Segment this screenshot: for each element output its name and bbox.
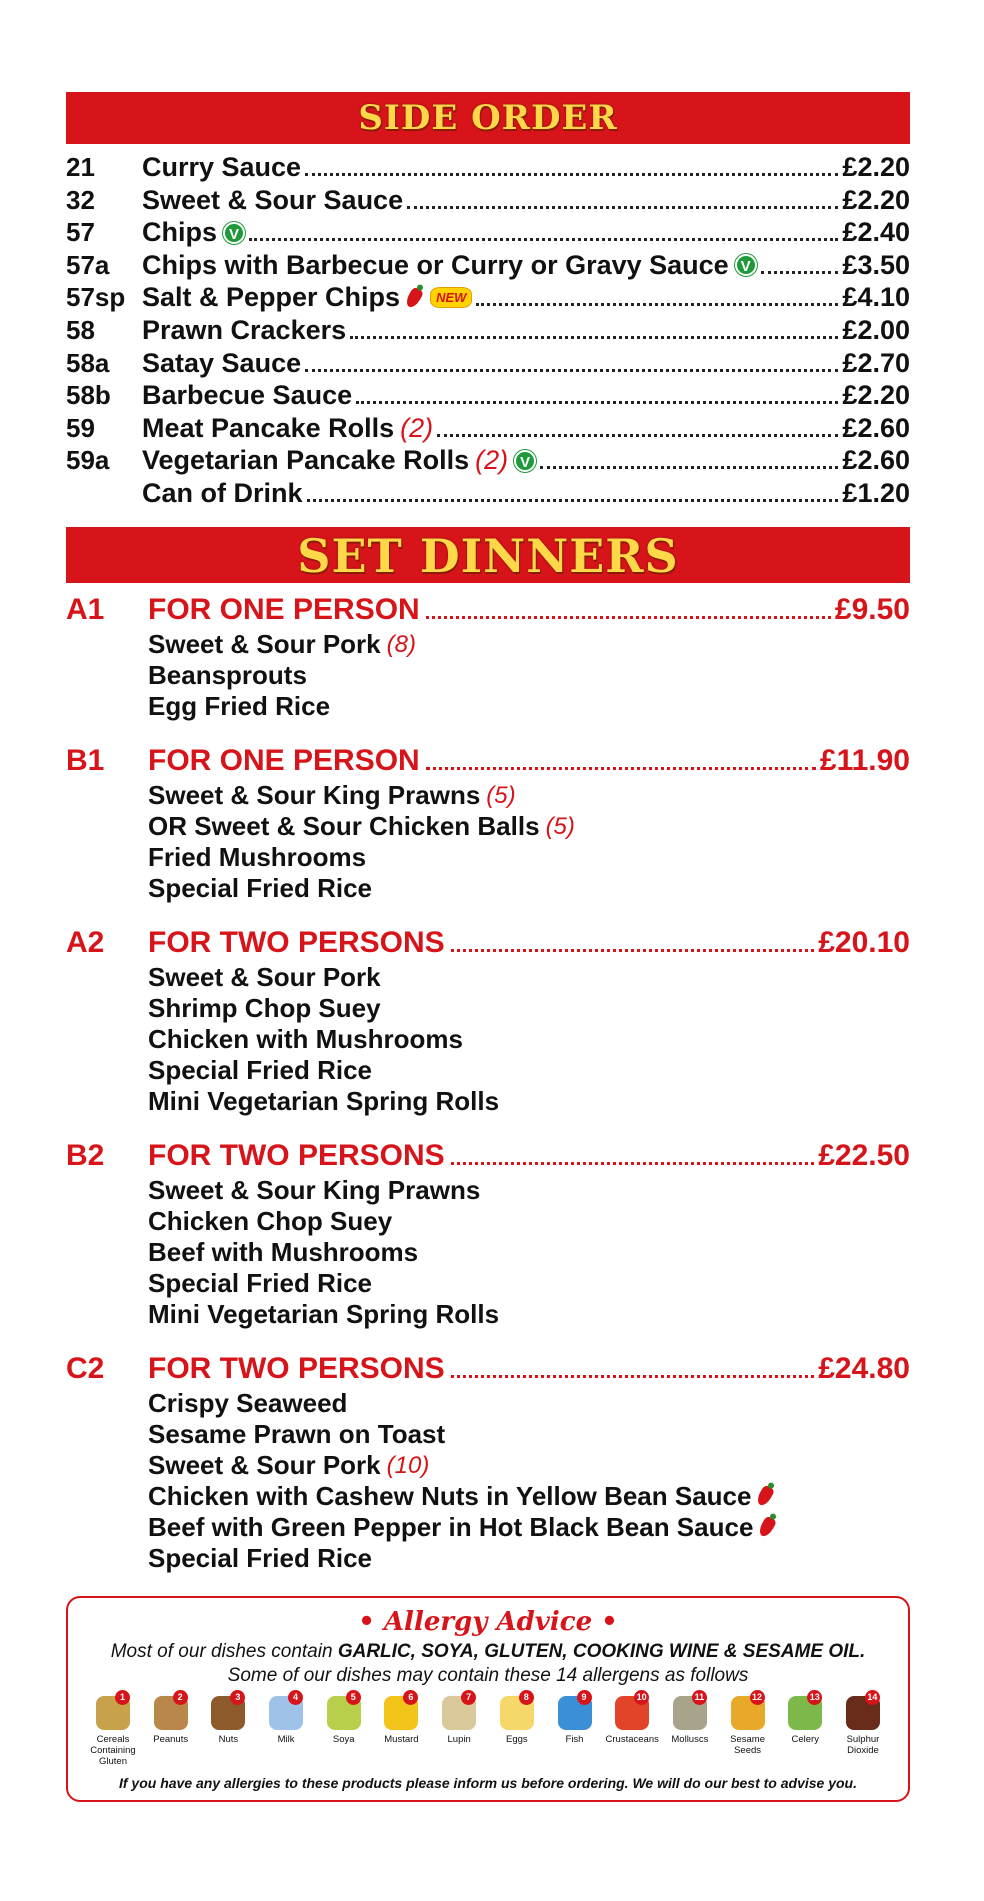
item-number: 32 <box>66 184 95 215</box>
dot-leader <box>350 336 838 339</box>
mustard-icon <box>384 1691 418 1730</box>
allergy-advice-box <box>66 1596 910 1802</box>
item-name: Prawn Crackers <box>142 314 347 345</box>
set-code: A2 <box>66 925 105 959</box>
set-item <box>148 1175 910 1206</box>
allergen-sulphur <box>836 1691 890 1767</box>
allergen-fish <box>548 1691 602 1767</box>
set-price: £20.10 <box>818 925 910 959</box>
allergen-name: Nuts <box>218 1733 239 1745</box>
allergen-number: 3 <box>230 1690 245 1705</box>
set-item-list <box>66 962 910 1117</box>
set-item-list <box>66 780 910 904</box>
set-code: A1 <box>66 592 105 626</box>
item-name: Satay Sauce <box>142 347 302 378</box>
set-item <box>148 1419 910 1450</box>
allergen-number: 6 <box>403 1690 418 1705</box>
set-price: £22.50 <box>818 1138 910 1172</box>
item-number: 58 <box>66 314 95 345</box>
set-code: B2 <box>66 1138 105 1172</box>
side-order-item <box>66 185 910 218</box>
allergen-number: 1 <box>115 1690 130 1705</box>
fish-icon <box>558 1691 592 1730</box>
item-price: £2.20 <box>842 152 910 182</box>
set-item-name: Beef with Green Pepper in Hot Black Bean Sauce <box>148 1511 754 1542</box>
set-item <box>148 1388 910 1419</box>
set-dinners-heading: SET DINNERS <box>66 527 910 583</box>
side-order-item <box>66 348 910 381</box>
allergen-number: 7 <box>461 1690 476 1705</box>
allergen-number: 14 <box>865 1690 880 1705</box>
allergen-lupin <box>432 1691 486 1767</box>
set-title: FOR TWO PERSONS <box>148 1351 445 1385</box>
allergen-number: 5 <box>346 1690 361 1705</box>
item-number: 57 <box>66 217 95 248</box>
set-item <box>148 1237 910 1268</box>
allergen-label <box>317 1734 371 1745</box>
allergen-name: Cereals <box>96 1733 130 1745</box>
set-dinner-a2 <box>66 926 910 1117</box>
set-code: C2 <box>66 1351 105 1385</box>
set-item-name: Chicken with Cashew Nuts in Yellow Bean Sauce <box>148 1480 752 1511</box>
allergen-label <box>374 1734 428 1745</box>
side-order-item <box>66 282 910 315</box>
celery-icon <box>788 1691 822 1730</box>
allergy-footer: If you have any allergies to these products please inform us before ordering. We will do our best to advise you. <box>118 1774 857 1791</box>
set-item <box>148 873 910 904</box>
allergen-subtext: Seeds <box>734 1744 762 1756</box>
set-item <box>148 1450 910 1481</box>
set-item-quantity: (5) <box>545 812 575 840</box>
set-item-quantity: (5) <box>486 781 516 809</box>
set-header <box>66 1139 910 1175</box>
set-title: FOR TWO PERSONS <box>148 925 445 959</box>
allergen-name: Eggs <box>505 1733 528 1745</box>
set-price: £11.90 <box>819 743 910 777</box>
item-price: £2.00 <box>842 314 910 345</box>
item-name: Vegetarian Pancake Rolls <box>142 445 470 476</box>
allergen-label <box>432 1734 486 1745</box>
set-price: £24.80 <box>818 1351 910 1385</box>
set-item <box>148 660 910 691</box>
allergen-label <box>548 1734 602 1745</box>
allergen-name: Sesame <box>730 1733 765 1745</box>
allergen-name: Mustard <box>384 1733 419 1745</box>
allergy-contains-prefix: Most of our dishes contain <box>110 1640 338 1662</box>
crustaceans-icon <box>615 1691 649 1730</box>
allergen-label <box>836 1734 890 1756</box>
set-item <box>148 842 910 873</box>
allergen-name: Molluscs <box>671 1733 709 1745</box>
soya-icon <box>327 1691 361 1730</box>
vegetarian-icon: V <box>223 222 245 244</box>
set-item-name: Sweet & Sour King Prawns <box>148 1174 481 1205</box>
item-name-group <box>142 217 245 248</box>
item-name: Sweet & Sour Sauce <box>142 184 404 215</box>
chili-icon <box>404 286 424 309</box>
allergen-subtext: Containing Gluten <box>90 1744 136 1767</box>
allergen-label <box>605 1734 659 1745</box>
item-quantity: (2) <box>400 412 434 443</box>
set-item-name: Sweet & Sour Pork <box>148 628 381 659</box>
set-item-name: Mini Vegetarian Spring Rolls <box>148 1298 500 1329</box>
allergen-number: 12 <box>750 1690 765 1705</box>
item-number: 57a <box>66 249 110 280</box>
allergen-name: Fish <box>565 1733 584 1745</box>
allergen-number: 2 <box>173 1690 188 1705</box>
set-dinners-list <box>66 593 910 1574</box>
dot-leader <box>305 173 838 176</box>
allergen-label <box>490 1734 544 1745</box>
item-quantity: (2) <box>475 445 509 476</box>
set-item-name: Fried Mushrooms <box>148 841 367 872</box>
set-item <box>148 629 910 660</box>
set-header <box>66 593 910 629</box>
allergen-label <box>259 1734 313 1745</box>
item-number: 59a <box>66 445 110 476</box>
item-name-group <box>142 380 352 411</box>
sesame-icon <box>731 1691 765 1730</box>
allergen-number: 10 <box>634 1690 649 1705</box>
set-item <box>148 1024 910 1055</box>
allergen-crustaceans <box>605 1691 659 1767</box>
peanuts-icon <box>154 1691 188 1730</box>
set-item-name: Special Fried Rice <box>148 872 372 903</box>
milk-icon <box>269 1691 303 1730</box>
cereals-icon <box>96 1691 130 1730</box>
set-item <box>148 1543 910 1574</box>
item-name-group <box>142 152 301 183</box>
allergen-nuts <box>201 1691 255 1767</box>
set-dinner-c2 <box>66 1352 910 1574</box>
set-item-name: Sesame Prawn on Toast <box>148 1418 446 1449</box>
set-header <box>66 1352 910 1388</box>
set-item-name: Shrimp Chop Suey <box>148 992 381 1023</box>
allergen-mustard <box>374 1691 428 1767</box>
side-order-item <box>66 250 910 283</box>
set-item-name: Special Fried Rice <box>148 1542 372 1573</box>
allergen-label <box>778 1734 832 1745</box>
set-item <box>148 993 910 1024</box>
set-item <box>148 1206 910 1237</box>
item-name: Can of Drink <box>142 477 303 508</box>
item-name-group <box>142 445 536 476</box>
set-item-name: Beef with Mushrooms <box>148 1236 419 1267</box>
chili-icon <box>757 1515 777 1538</box>
item-price: £1.20 <box>842 477 910 508</box>
set-item-list <box>66 1388 910 1574</box>
allergen-peanuts <box>144 1691 198 1767</box>
allergen-list <box>82 1691 894 1767</box>
dot-leader <box>356 401 838 404</box>
set-item-list <box>66 629 910 722</box>
set-item <box>148 1512 910 1543</box>
item-price: £2.70 <box>842 347 910 378</box>
allergen-label <box>201 1734 255 1745</box>
item-name: Curry Sauce <box>142 152 302 182</box>
vegetarian-icon: V <box>735 254 757 276</box>
dot-leader <box>451 949 815 952</box>
vegetarian-icon: V <box>514 450 536 472</box>
allergen-label <box>144 1734 198 1745</box>
set-price: £9.50 <box>834 592 910 626</box>
allergen-name: Milk <box>277 1733 295 1745</box>
set-header <box>66 926 910 962</box>
nuts-icon <box>211 1691 245 1730</box>
allergen-cereals <box>86 1691 140 1767</box>
side-order-list <box>66 152 910 511</box>
side-order-item <box>66 413 910 446</box>
set-item <box>148 691 910 722</box>
dot-leader <box>407 206 838 209</box>
set-title: FOR TWO PERSONS <box>148 1138 445 1172</box>
item-name: Chips <box>142 217 218 248</box>
side-order-item <box>66 478 910 511</box>
allergen-number: 9 <box>577 1690 592 1705</box>
dot-leader <box>437 434 838 437</box>
allergen-molluscs <box>663 1691 717 1767</box>
menu-page <box>66 92 910 1802</box>
dot-leader <box>249 238 838 241</box>
side-order-heading: SIDE ORDER <box>66 92 910 144</box>
allergy-contains-line <box>82 1640 894 1664</box>
set-item-name: Special Fried Rice <box>148 1054 372 1085</box>
set-item-name: Sweet & Sour Pork <box>148 1449 381 1480</box>
allergen-label <box>663 1734 717 1745</box>
set-item <box>148 962 910 993</box>
set-item-name: Egg Fried Rice <box>148 690 331 721</box>
set-item-name: Crispy Seaweed <box>148 1387 348 1418</box>
set-item <box>148 1299 910 1330</box>
item-name-group <box>142 282 472 313</box>
allergen-label <box>721 1734 775 1756</box>
set-code: B1 <box>66 743 105 777</box>
set-item <box>148 811 910 842</box>
item-name-group <box>142 250 757 281</box>
item-name: Salt & Pepper Chips <box>142 282 401 313</box>
item-name-group <box>142 348 301 379</box>
side-order-item <box>66 315 910 348</box>
side-order-item <box>66 380 910 413</box>
item-number: 59 <box>66 412 95 443</box>
set-item-quantity: (10) <box>386 1451 430 1479</box>
allergy-may-contain-line: Some of our dishes may contain these 14 allergens as follows <box>227 1664 749 1686</box>
allergy-title: • Allergy Advice • <box>358 1606 618 1637</box>
dot-leader <box>307 499 839 502</box>
dot-leader <box>761 271 839 274</box>
item-price: £2.40 <box>842 217 910 248</box>
allergen-name: Crustaceans <box>605 1733 659 1745</box>
allergen-milk <box>259 1691 313 1767</box>
set-title: FOR ONE PERSON <box>148 743 420 777</box>
set-item <box>148 1268 910 1299</box>
sulphur-icon <box>846 1691 880 1730</box>
allergen-number: 11 <box>692 1690 707 1705</box>
set-item-name: Chicken with Mushrooms <box>148 1023 463 1054</box>
set-item-name: OR Sweet & Sour Chicken Balls <box>148 810 540 841</box>
item-number: 58b <box>66 380 111 411</box>
item-number: 21 <box>66 152 95 182</box>
set-dinner-b1 <box>66 744 910 904</box>
chili-icon <box>755 1484 775 1507</box>
allergy-contains-list: GARLIC, SOYA, GLUTEN, COOKING WINE & SESAME OIL. <box>337 1640 866 1662</box>
allergen-name: Peanuts <box>153 1733 189 1745</box>
set-title: FOR ONE PERSON <box>148 592 420 626</box>
item-price: £4.10 <box>842 282 910 313</box>
set-item-quantity: (8) <box>386 630 416 658</box>
allergen-sesame <box>721 1691 775 1767</box>
set-dinner-b2 <box>66 1139 910 1330</box>
allergen-name: Lupin <box>447 1733 471 1745</box>
set-item-list <box>66 1175 910 1330</box>
dot-leader <box>305 369 838 372</box>
set-item-name: Chicken Chop Suey <box>148 1205 393 1236</box>
set-item <box>148 780 910 811</box>
item-name: Meat Pancake Rolls <box>142 412 395 443</box>
dot-leader <box>451 1375 815 1378</box>
set-dinner-a1 <box>66 593 910 722</box>
allergen-number: 8 <box>519 1690 534 1705</box>
allergen-eggs <box>490 1691 544 1767</box>
set-item <box>148 1055 910 1086</box>
allergen-subtext: Dioxide <box>847 1744 879 1756</box>
item-name: Barbecue Sauce <box>142 380 353 411</box>
set-item-name: Beansprouts <box>148 659 307 690</box>
set-item <box>148 1086 910 1117</box>
item-name-group <box>142 478 303 509</box>
item-name-group <box>142 315 346 346</box>
allergen-name: Sulphur <box>846 1733 880 1745</box>
molluscs-icon <box>673 1691 707 1730</box>
item-name-group <box>142 413 433 444</box>
new-badge: NEW <box>430 287 472 308</box>
side-order-item <box>66 152 910 185</box>
set-item-name: Mini Vegetarian Spring Rolls <box>148 1085 500 1116</box>
allergen-number: 13 <box>807 1690 822 1705</box>
dot-leader <box>540 466 838 469</box>
item-price: £2.60 <box>842 445 910 476</box>
item-price: £3.50 <box>842 249 910 280</box>
dot-leader <box>451 1162 815 1165</box>
set-item-name: Sweet & Sour Pork <box>148 961 381 992</box>
dot-leader <box>426 616 831 619</box>
side-order-item <box>66 217 910 250</box>
allergen-label <box>86 1734 140 1767</box>
set-header <box>66 744 910 780</box>
allergen-celery <box>778 1691 832 1767</box>
item-number: 58a <box>66 347 110 378</box>
set-item-name: Special Fried Rice <box>148 1267 372 1298</box>
item-price: £2.60 <box>842 412 910 443</box>
allergen-name: Celery <box>791 1733 819 1745</box>
dot-leader <box>476 303 838 306</box>
item-price: £2.20 <box>842 380 910 411</box>
allergen-name: Soya <box>332 1733 355 1745</box>
set-item <box>148 1481 910 1512</box>
lupin-icon <box>442 1691 476 1730</box>
item-name-group <box>142 185 403 216</box>
item-number: 57sp <box>66 282 126 313</box>
item-name: Chips with Barbecue or Curry or Gravy Sauce <box>142 249 729 280</box>
allergen-soya <box>317 1691 371 1767</box>
set-item-name: Sweet & Sour King Prawns <box>148 779 481 810</box>
item-price: £2.20 <box>842 184 910 215</box>
side-order-item <box>66 445 910 478</box>
dot-leader <box>426 767 816 770</box>
eggs-icon <box>500 1691 534 1730</box>
allergen-number: 4 <box>288 1690 303 1705</box>
